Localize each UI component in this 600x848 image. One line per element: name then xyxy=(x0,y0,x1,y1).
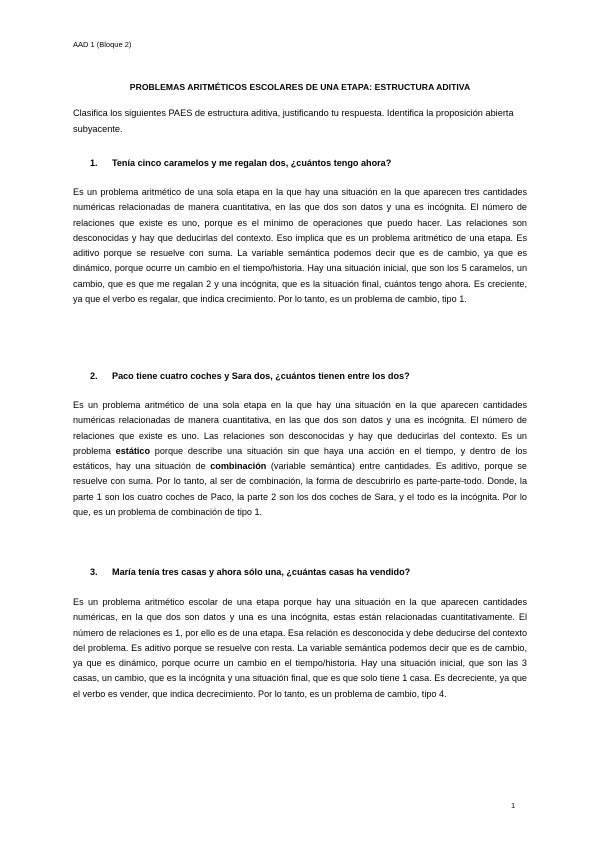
answer-2-text-part1: Es un problema aritmético de una sola etapa en la que hay una situación en la que aparecen cantidades numéricas relacionadas de manera cuantitativa, en las que dos son datos y una es incógnita. El número de relaciones que existe es uno. Las relaciones son desconocidas y hay que deducirlas del contexto. Es un problema xyxy=(73,400,527,456)
page-header: AAD 1 (Bloque 2) xyxy=(73,40,132,49)
instructions-paragraph: Clasifica los siguientes PAES de estructura aditiva, justificando tu respuesta. Identifica la proposición abierta subyacente. xyxy=(73,108,514,134)
question-2-text: Paco tiene cuatro coches y Sara dos, ¿cuántos tienen entre los dos? xyxy=(112,371,410,381)
question-1-number: 1. xyxy=(90,158,98,168)
question-1-heading xyxy=(90,158,391,168)
question-2-number: 2. xyxy=(90,371,98,381)
page-number: 1 xyxy=(511,801,516,810)
answer-2-text-part2: porque describe una situación sin que haya una acción en el tiempo, y dentro de los estáticos, hay una situación de xyxy=(73,445,527,472)
document-title: PROBLEMAS ARITMÉTICOS ESCOLARES DE UNA ETAPA: ESTRUCTURA ADITIVA xyxy=(129,82,471,92)
answer-3-paragraph xyxy=(73,595,527,702)
answer-1-text: Es un problema aritmético de una sola etapa en la que hay una situación en la que aparecen tres cantidades numéricas relacionadas de manera cuantitativa, en las que dos son datos y una es incógnita. El número de relaciones que existe es uno, porque es el mínimo de operaciones que puedo hacer. Las relaciones son desconocidas y hay que deducirlas del contexto. Eso implica que es un problema aritmético de una etapa. Es aditivo porque se resuelve con suma. La variable semántica podemos decir que es de cambio, ya que es dinámico, porque ocurre un cambio en el tiempo/historia. Hay una situación inicial, que son los 5 caramelos, un cambio, que es que me regalan 2 y una incógnita, que es la situación final, cuántos tengo ahora. Es creciente, ya que el verbo es regalar, que indica crecimiento. Por lo tanto, es un problema de cambio, tipo 1. xyxy=(73,187,527,305)
answer-2-bold-estatico: estático xyxy=(115,445,151,456)
question-3-heading xyxy=(90,567,410,577)
answer-2-paragraph xyxy=(73,398,527,520)
question-3-text: María tenía tres casas y ahora sólo una, ¿cuántas casas ha vendido? xyxy=(112,567,411,577)
answer-1-paragraph xyxy=(73,185,527,307)
question-3-number: 3. xyxy=(90,567,98,577)
answer-3-text: Es un problema aritmético escolar de una etapa porque hay una situación en la que aparecen cantidades numéricas, en la que dos son datos y una es una incógnita, estas están relacionadas cuantitativamente. El número de relaciones es 1, por ello es de una etapa. Esa relación es desconocida y debe deducirse del contexto del problema. Es aditivo porque se resuelve con resta. La variable semántica podemos decir que es de cambio, ya que es dinámico, porque ocurre un cambio en el tiempo/historia. Hay una situación inicial, que son las 3 casas, un cambio, que es la incógnita y una situación final, que es que solo tiene 1 casa. Es decreciente, ya que el verbo es vender, que indica decrecimiento. Por lo tanto, es un problema de cambio, tipo 4. xyxy=(73,597,527,699)
question-1-text: Tenía cinco caramelos y me regalan dos, ¿cuántos tengo ahora? xyxy=(112,158,392,168)
answer-2-text-part3: (variable semántica) entre cantidades. Es aditivo, porque se resuelve con suma. Por lo tanto, al ser de combinación, la forma de descubrirlo es parte-parte-todo. Donde, la parte 1 son los cuatro coches de Paco, la parte 2 son los dos coches de Sara, y el todo es la incógnita. Por lo que, es un problema de combinación de tipo 1. xyxy=(73,461,527,518)
question-2-heading xyxy=(90,371,410,381)
answer-2-bold-combinacion: combinación xyxy=(210,461,267,472)
